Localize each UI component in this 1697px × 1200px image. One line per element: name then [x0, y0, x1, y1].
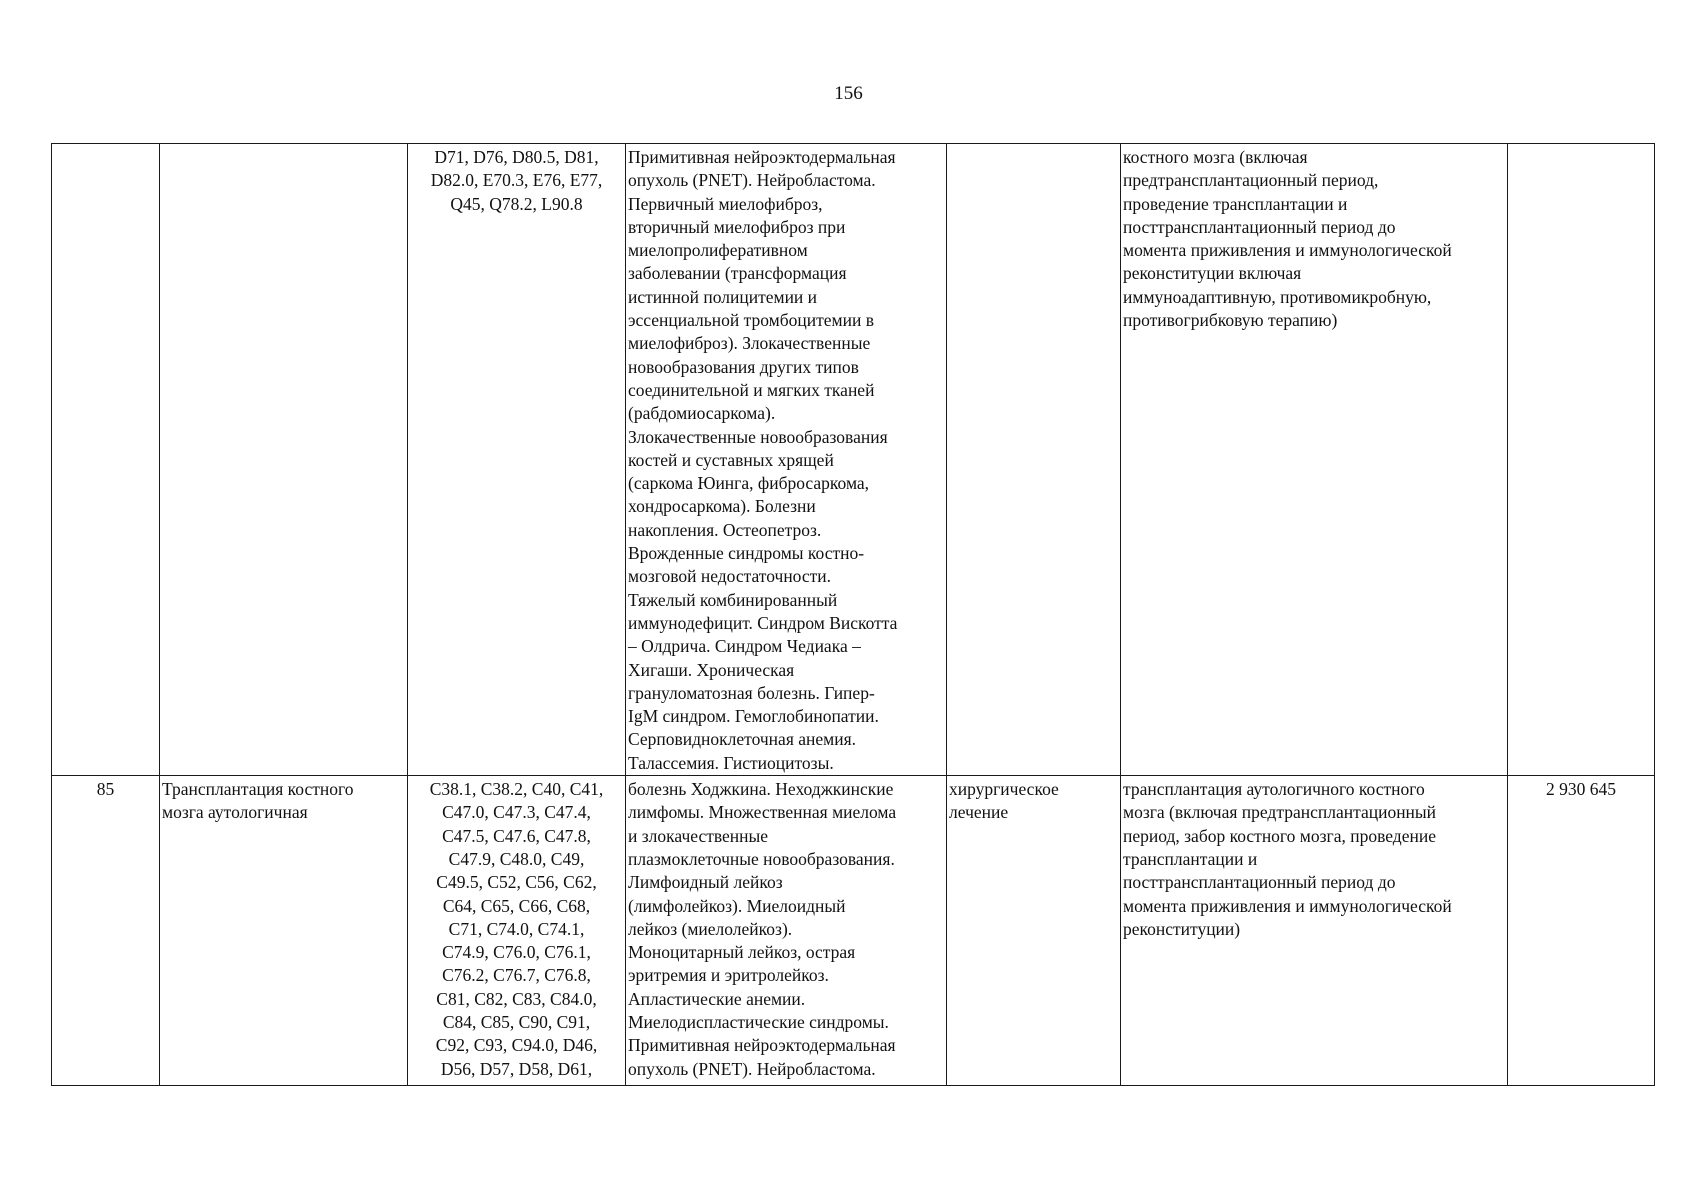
cell-price: 2 930 645 [1508, 776, 1655, 1086]
page-number: 156 [834, 83, 863, 104]
services-table [51, 143, 1655, 1086]
cell-service-name: Трансплантация костного мозга аутологичная [160, 776, 408, 1086]
cell-treatment-type [947, 144, 1121, 776]
cell-service-name [160, 144, 408, 776]
cell-treatment-method: костного мозга (включая предтрансплантационный период, проведение трансплантации и посттрансплантационный период до момента приживления и иммунологической реконституции включая иммуноадаптивную, противомикробную, противогрибковую терапию) [1121, 144, 1508, 776]
cell-icd-codes: C38.1, C38.2, C40, C41, C47.0, C47.3, C47.4, C47.5, C47.6, C47.8, C47.9, C48.0, C49, C49.5, C52, C56, C62, C64, C65, C66, C68, C71, C74.0, C74.1, C74.9, C76.0, C76.1, C76.2, C76.7, C76.8, C81, C82, C83, C84.0, C84, C85, C90, C91, C92, C93, C94.0, D46, D56, D57, D58, D61, [408, 776, 626, 1086]
cell-price [1508, 144, 1655, 776]
cell-number: 85 [52, 776, 160, 1086]
cell-patient-model: Примитивная нейроэктодермальная опухоль (PNET). Нейробластома. Первичный миелофиброз, вторичный миелофиброз при миелопролиферативном заболевании (трансформация истинной полицитемии и эссенциальной тромбоцитемии в миелофиброз). Злокачественные новообразования других типов соединительной и мягких тканей (рабдомиосаркома). Злокачественные новообразования костей и суставных хрящей (саркома Юинга, фибросаркома, хондросаркома). Болезни накопления. Остеопетроз. Врожденные синдромы костно- мозговой недостаточности. Тяжелый комбинированный иммунодефицит. Синдром Вискотта – Олдрича. Синдром Чедиака – Хигаши. Хроническая грануломатозная болезнь. Гипер- IgM синдром. Гемоглобинопатии. Серповидноклеточная анемия. Талассемия. Гистиоцитозы. [626, 144, 947, 776]
cell-treatment-method: трансплантация аутологичного костного мозга (включая предтрансплантационный период, забор костного мозга, проведение трансплантации и посттрансплантационный период до момента приживления и иммунологической реконституции) [1121, 776, 1508, 1086]
cell-patient-model: болезнь Ходжкина. Неходжкинские лимфомы. Множественная миелома и злокачественные плазмоклеточные новообразования. Лимфоидный лейкоз (лимфолейкоз). Миелоидный лейкоз (миелолейкоз). Моноцитарный лейкоз, острая эритремия и эритролейкоз. Апластические анемии. Миелодиспластические синдромы. Примитивная нейроэктодермальная опухоль (PNET). Нейробластома. [626, 776, 947, 1086]
cell-icd-codes: D71, D76, D80.5, D81, D82.0, E70.3, E76, E77, Q45, Q78.2, L90.8 [408, 144, 626, 776]
cell-treatment-type: хирургическое лечение [947, 776, 1121, 1086]
table-row [52, 776, 1655, 1086]
table-row [52, 144, 1655, 776]
cell-number [52, 144, 160, 776]
